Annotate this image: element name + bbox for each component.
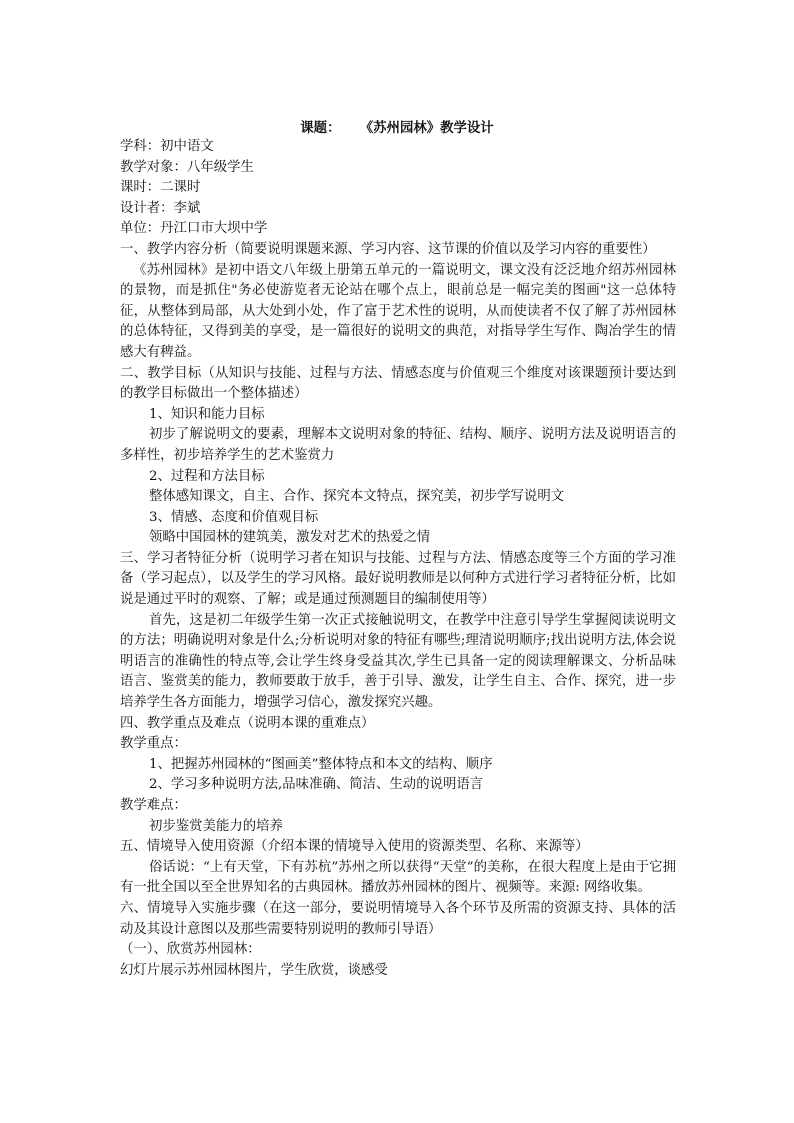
designer-line: 设计者：李斌 <box>120 200 201 216</box>
goal-1-title: 1、知识和能力目标 <box>149 406 265 422</box>
goal-2-title: 2、过程和方法目标 <box>149 468 265 484</box>
goal-1-body: 初步了解说明文的要素，理解本文说明对象的特征、结构、顺序、说明方法及说明语言的多样性，初步培养学生的艺术鉴赏力 <box>120 427 676 463</box>
section-1-heading: 一、教学内容分析（简要说明课题来源、学习内容、这节课的价值以及学习内容的重要性） <box>120 241 656 257</box>
key-points-label: 教学重点： <box>120 736 187 752</box>
title-text: 《苏州园林》教学设计 <box>366 120 494 136</box>
goal-3-body: 领略中国园林的建筑美，激发对艺术的热爱之情 <box>149 530 431 546</box>
goal-2-body: 整体感知课文，自主、合作、探究本文特点，探究美，初步学写说明文 <box>149 489 565 505</box>
section-5-heading: 五、情境导入使用资源（介绍本课的情境导入使用的资源类型、名称、来源等） <box>120 839 589 855</box>
key-point-1: 1、把握苏州园林的“图画美”整体特点和本文的结构、顺序 <box>149 756 493 772</box>
section-6-sub-1: （一）、欣赏苏州园林： <box>120 942 261 958</box>
section-3-body: 首先，这是初二年级学生第一次正式接触说明文，在教学中注意引导学生掌握阅读说明文的方法；明确说明对象是什么;分析说明对象的特征有哪些;理清说明顺序;找出说明方法,体会说明语言的准确性的特点等,会让学生终身受益其次,学生已具备一定的阅读理解课文、分析品味语言、鉴赏美的能力，教师要敢于放手，善于引导、激发，让学生自主、合作、探究，进一步培养学生各方面能力，增强学习信心，激发探究兴趣。 <box>120 612 676 711</box>
section-5-body: 俗话说：“上有天堂，下有苏杭”苏州之所以获得“天堂”的美称，在很大程度上是由于它拥有一批全国以至全世界知名的古典园林。播放苏州园林的图片、视频等。来源: 网络收集。 <box>120 859 676 896</box>
key-point-2: 2、学习多种说明方法,品味准确、简洁、生动的说明语言 <box>149 777 484 793</box>
document-body <box>120 137 676 981</box>
goal-3-title: 3、情感、态度和价值观目标 <box>149 509 319 525</box>
section-2-heading: 二、教学目标（从知识与技能、过程与方法、情感态度与价值观三个维度对该课题预计要达到的教学目标做出一个整体描述） <box>120 365 676 402</box>
hours-line: 课时：二课时 <box>120 180 201 196</box>
section-1-body: 《苏州园林》是初中语文八年级上册第五单元的一篇说明文，课文没有泛泛地介绍苏州园林的景物，而是抓住"务必使游览者无论站在哪个点上，眼前总是一幅完美的图画"这一总体特征，从整体到局部，从大处到小处，作了富于艺术性的说明，从而使读者不仅了解了苏州园林的总体特征，又得到美的享受，是一篇很好的说明文的典范，对指导学生写作、陶冶学生的情感大有稗益。 <box>120 262 676 360</box>
section-3-heading: 三、学习者特征分析（说明学习者在知识与技能、过程与方法、情感态度等三个方面的学习准备（学习起点），以及学生的学习风格。最好说明教师是以何种方式进行学习者特征分析，比如说是通过平时的观察、了解；或是通过预测题目的编制使用等） <box>120 550 676 608</box>
section-6-heading: 六、情境导入实施步骤（在这一部分，要说明情境导入各个环节及所需的资源支持、具体的活动及其设计意图以及那些需要特别说明的教师引导语） <box>120 900 676 937</box>
section-6-sub-1-body: 幻灯片展示苏州园林图片，学生欣赏，谈感受 <box>120 962 388 978</box>
difficult-points-label: 教学难点： <box>120 798 187 813</box>
document-title <box>0 118 794 138</box>
title-label: 课题： <box>300 120 341 136</box>
difficult-point-1: 初步鉴赏美能力的培养 <box>149 818 283 834</box>
target-line: 教学对象：八年级学生 <box>120 159 254 175</box>
subject-line: 学科：初中语文 <box>120 139 214 154</box>
unit-line: 单位：丹江口市大坝中学 <box>120 221 268 237</box>
section-4-heading: 四、教学重点及难点（说明本课的重难点） <box>120 715 375 731</box>
